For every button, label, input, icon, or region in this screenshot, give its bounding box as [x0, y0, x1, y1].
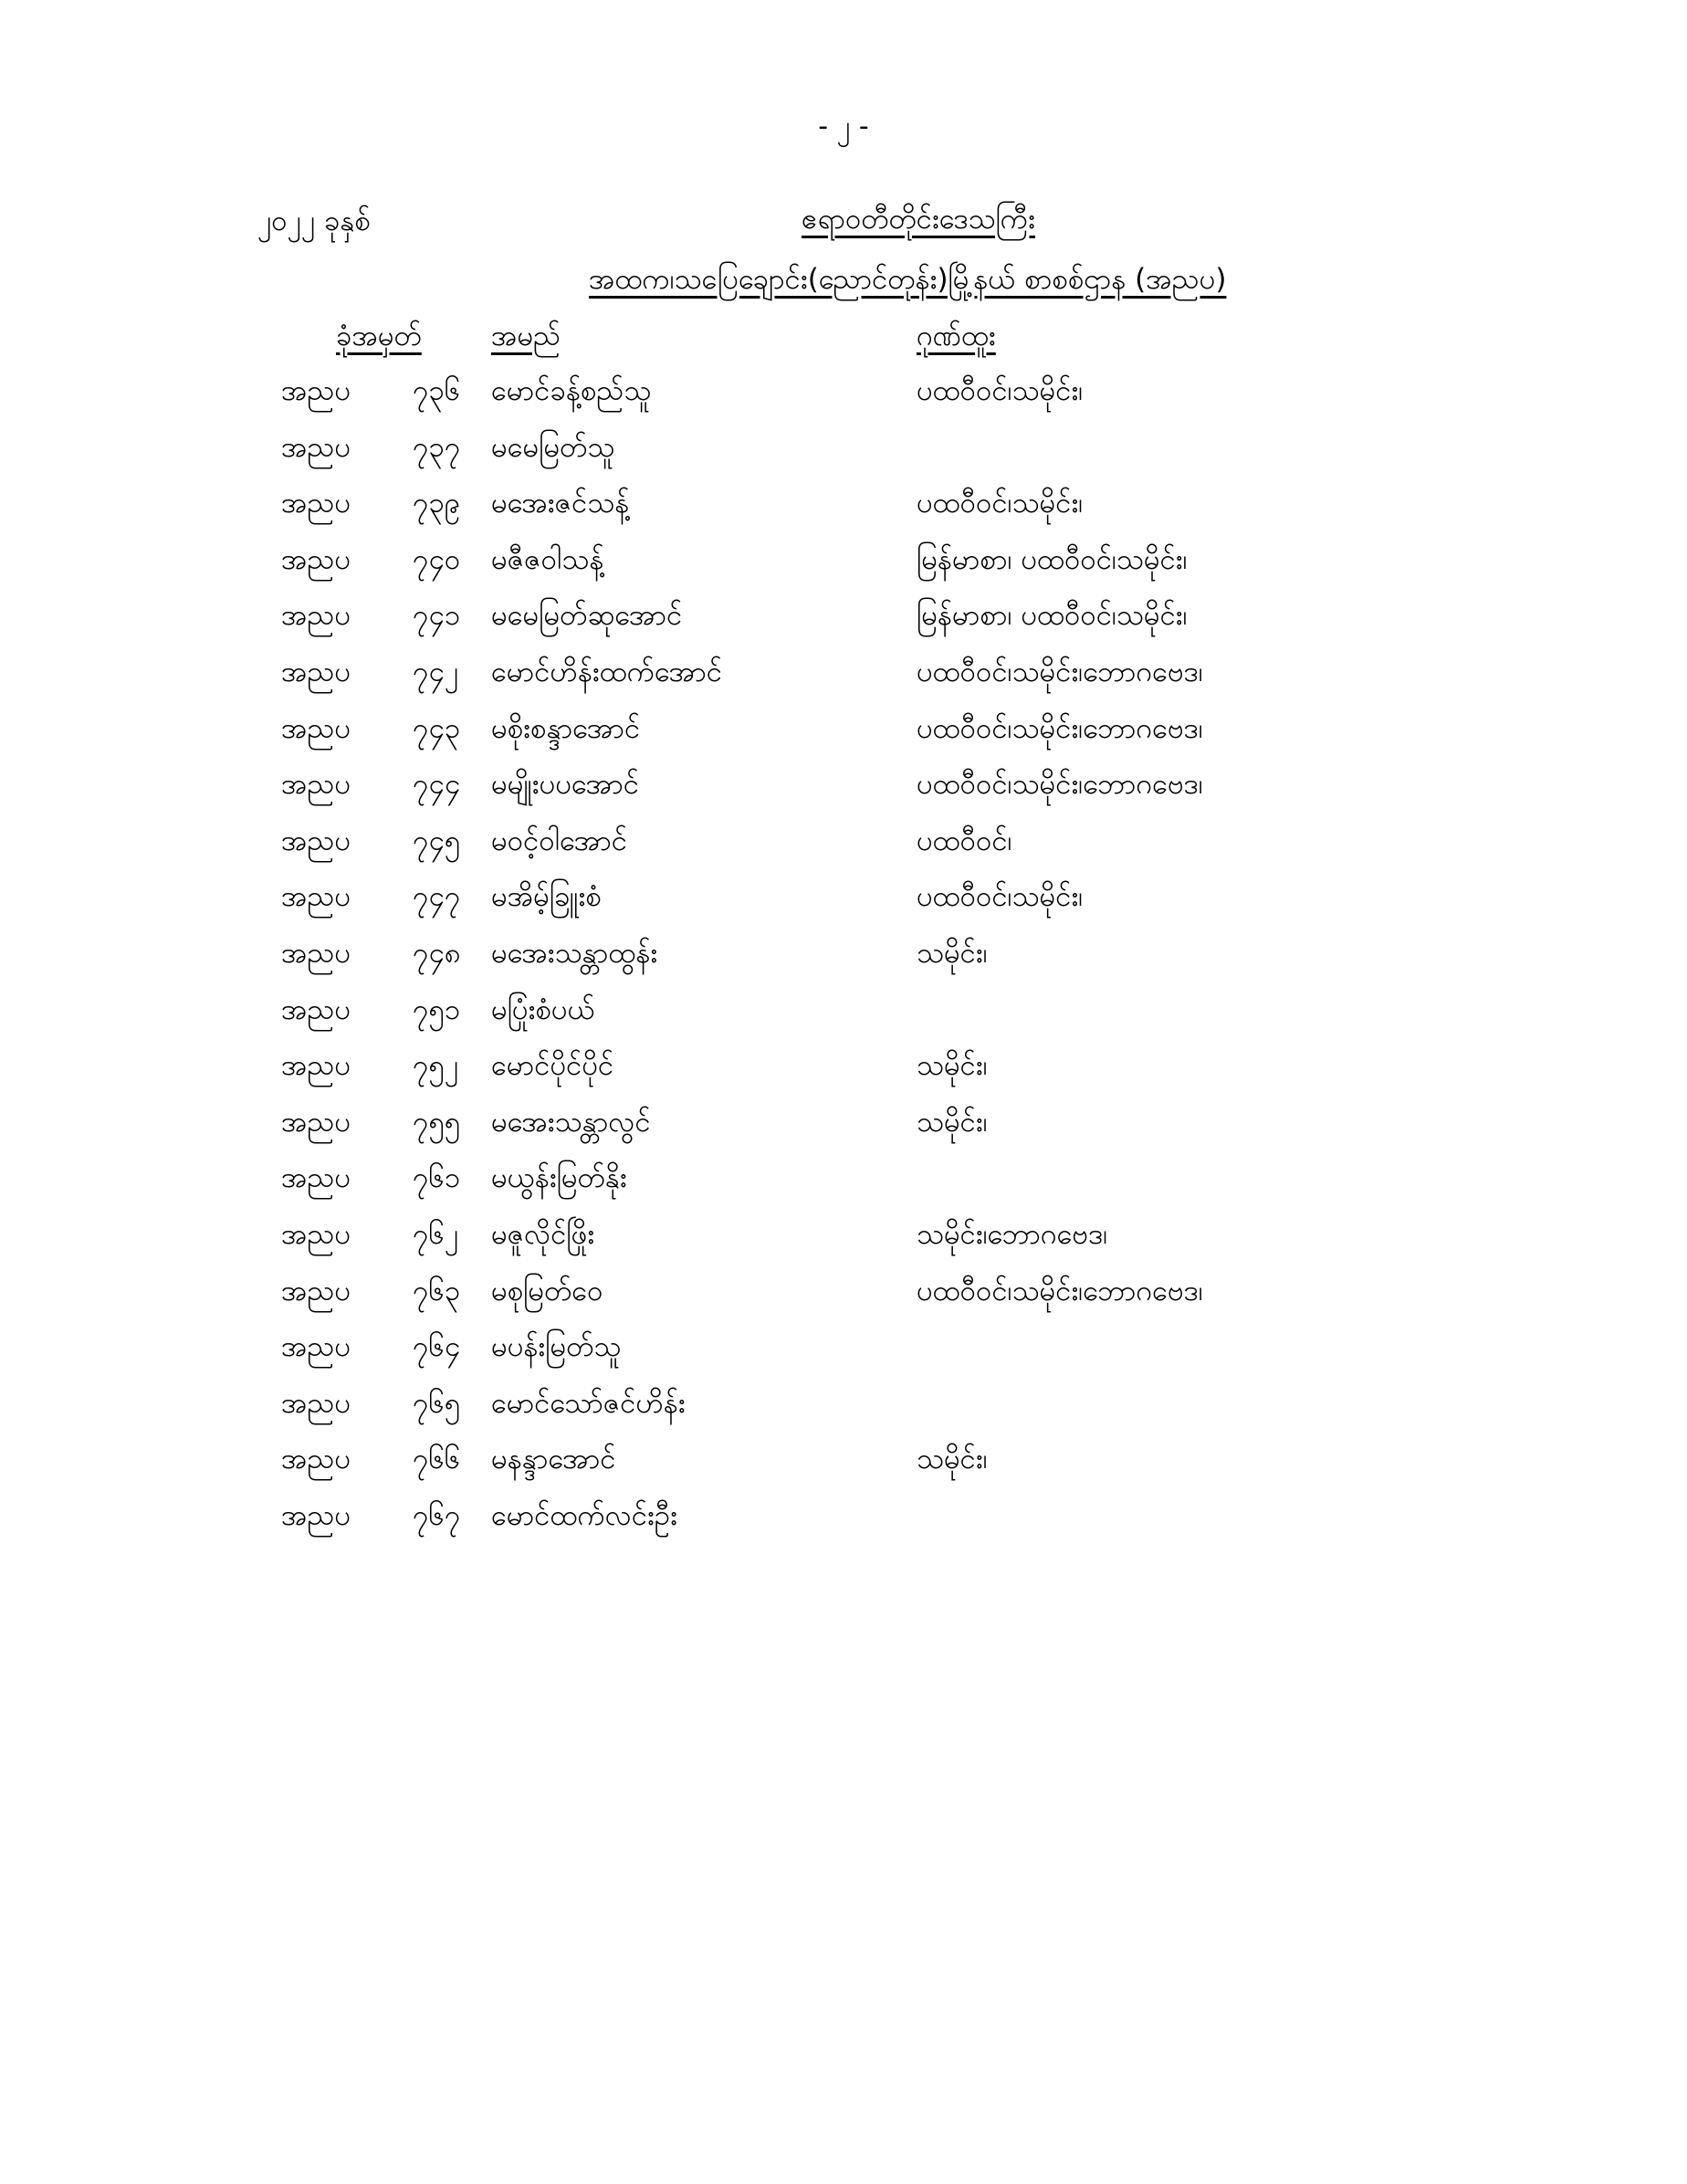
student-name: မောင်ဟိန်းထက်အောင်	[491, 655, 723, 688]
roll-prefix: အညပ	[281, 430, 351, 464]
list-item	[0, 1216, 1687, 1273]
distinction: ပထဝီဝင်၊သမိုင်း၊	[917, 880, 1084, 914]
list-item	[0, 1047, 1687, 1104]
header-name: အမည်	[491, 320, 561, 352]
list-item	[0, 429, 1687, 486]
roll-number: ၇၃၉	[413, 487, 461, 520]
roll-prefix: အညပ	[281, 768, 351, 802]
roll-prefix: အညပ	[281, 1386, 351, 1420]
student-name: မအိမ့်ခြူးစံ	[491, 880, 602, 914]
roll-prefix: အညပ	[281, 880, 351, 914]
distinction: မြန်မာစာ၊ ပထဝီဝင်၊သမိုင်း၊	[917, 542, 1188, 576]
roll-prefix: အညပ	[281, 599, 351, 633]
list-item	[0, 1328, 1687, 1385]
roll-number: ၇၄၈	[413, 936, 461, 970]
list-item	[0, 373, 1687, 429]
roll-prefix: အညပ	[281, 487, 351, 520]
roll-number: ၇၆၃	[413, 1274, 461, 1307]
year-label: ၂၀၂၂ ခုနှစ်	[257, 205, 371, 237]
roll-prefix: အညပ	[281, 655, 351, 688]
student-name: မမေမြတ်ဆုအောင်	[491, 599, 683, 633]
distinction: ပထဝီဝင်၊သမိုင်း၊	[917, 487, 1084, 520]
distinction: သမိုင်း၊ဘောဂဗေဒ၊	[917, 1217, 1108, 1251]
list-item	[0, 935, 1687, 992]
distinction: သမိုင်း၊	[917, 1443, 988, 1476]
student-name: မပြုံးစံပယ်	[491, 992, 595, 1026]
roll-prefix: အညပ	[281, 1049, 351, 1083]
roll-number: ၇၃၆	[413, 374, 461, 407]
roll-number: ၇၅၂	[413, 1049, 459, 1083]
distinction: ပထဝီဝင်၊သမိုင်း၊	[917, 374, 1084, 407]
distinction: သမိုင်း၊	[917, 1105, 988, 1139]
roll-prefix: အညပ	[281, 1217, 351, 1251]
list-item	[0, 878, 1687, 935]
region-title: ဧရာဝတီတိုင်းဒေသကြီး	[802, 203, 1035, 236]
roll-number: ၇၆၆	[413, 1443, 461, 1476]
roll-prefix: အညပ	[281, 374, 351, 407]
header-distinction: ဂုဏ်ထူး	[917, 320, 996, 352]
list-item	[0, 1104, 1687, 1160]
student-name: မဝင့်ဝါအောင်	[491, 824, 628, 857]
roll-number: ၇၆၂	[413, 1217, 459, 1251]
list-item	[0, 541, 1687, 598]
roll-number: ၇၆၁	[413, 1161, 461, 1195]
roll-number: ၇၄၄	[413, 768, 461, 802]
distinction: ပထဝီဝင်၊သမိုင်း၊ဘောဂဗေဒ၊	[917, 655, 1203, 688]
student-name: မနန္ဒာအောင်	[491, 1443, 616, 1476]
student-name: မောင်ထက်လင်းဦး	[491, 1498, 677, 1532]
student-name: မအေးဇင်သန့်	[491, 487, 630, 520]
distinction: သမိုင်း၊	[917, 1049, 988, 1083]
roll-number: ၇၄၅	[413, 824, 461, 857]
header-roll-number: ခုံအမှတ်	[336, 320, 422, 352]
list-item	[0, 1441, 1687, 1497]
distinction: ပထဝီဝင်၊သမိုင်း၊ဘောဂဗေဒ၊	[917, 1274, 1203, 1307]
roll-number: ၇၄၇	[413, 880, 461, 914]
roll-prefix: အညပ	[281, 1498, 351, 1532]
student-name: မောင်သော်ဇင်ဟိန်း	[491, 1386, 686, 1420]
student-name: မောင်ခန့်စည်သူ	[491, 374, 652, 407]
list-item	[0, 710, 1687, 767]
roll-prefix: အညပ	[281, 936, 351, 970]
roll-prefix: အညပ	[281, 711, 351, 745]
roll-number: ၇၅၁	[413, 992, 461, 1026]
roll-number: ၇၅၅	[413, 1105, 461, 1139]
roll-number: ၇၆၅	[413, 1386, 461, 1420]
roll-prefix: အညပ	[281, 1105, 351, 1139]
student-name: မဇီဇဝါသန့်	[491, 542, 604, 576]
distinction: ပထဝီဝင်၊သမိုင်း၊ဘောဂဗေဒ၊	[917, 768, 1203, 802]
list-item	[0, 992, 1687, 1048]
roll-number: ၇၄၂	[413, 655, 459, 688]
roll-number: ၇၄၀	[413, 542, 461, 576]
student-name: မယွန်းမြတ်နိုး	[491, 1161, 627, 1195]
distinction: သမိုင်း၊	[917, 936, 988, 970]
student-name: မစုမြတ်ဝေ	[491, 1274, 603, 1307]
roll-number: ၇၄၁	[413, 599, 461, 633]
list-item	[0, 823, 1687, 879]
student-name: မမျိုးပပအောင်	[491, 768, 640, 802]
list-item	[0, 1160, 1687, 1216]
list-item	[0, 766, 1687, 823]
roll-number: ၇၆၄	[413, 1330, 461, 1364]
list-item	[0, 597, 1687, 654]
roll-number: ၇၄၃	[413, 711, 461, 745]
student-name: မမေမြတ်သူ	[491, 430, 615, 464]
student-name: မစိုးစန္ဒာအောင်	[491, 711, 641, 745]
results-list	[0, 373, 1687, 1553]
distinction: ပထဝီဝင်၊သမိုင်း၊ဘောဂဗေဒ၊	[917, 711, 1203, 745]
list-item	[0, 1385, 1687, 1442]
student-name: မောင်ပိုင်ပိုင်	[491, 1049, 614, 1083]
roll-prefix: အညပ	[281, 1443, 351, 1476]
distinction: ပထဝီဝင်၊	[917, 824, 1012, 857]
student-name: မပန်းမြတ်သူ	[491, 1330, 622, 1364]
roll-prefix: အညပ	[281, 542, 351, 576]
roll-prefix: အညပ	[281, 1330, 351, 1364]
distinction: မြန်မာစာ၊ ပထဝီဝင်၊သမိုင်း၊	[917, 599, 1188, 633]
roll-number: ၇၃၇	[413, 430, 461, 464]
list-item	[0, 485, 1687, 541]
exam-center-subtitle: အထက၊သပြေချောင်း(ညောင်တုန်း)မြို့နယ် စာစစ်ဌာန (အညပ)	[589, 263, 1227, 296]
list-item	[0, 654, 1687, 710]
roll-prefix: အညပ	[281, 1161, 351, 1195]
list-item	[0, 1497, 1687, 1554]
roll-prefix: အညပ	[281, 1274, 351, 1307]
roll-prefix: အညပ	[281, 992, 351, 1026]
page-number: - ၂ -	[818, 110, 869, 142]
student-name: မအေးသန္တာလွင်	[491, 1105, 651, 1139]
list-item	[0, 1273, 1687, 1329]
student-name: မအေးသန္တာထွန်း	[491, 936, 658, 970]
roll-prefix: အညပ	[281, 824, 351, 857]
roll-number: ၇၆၇	[413, 1498, 461, 1532]
student-name: မဇူလိုင်ဖြိုး	[491, 1217, 595, 1251]
